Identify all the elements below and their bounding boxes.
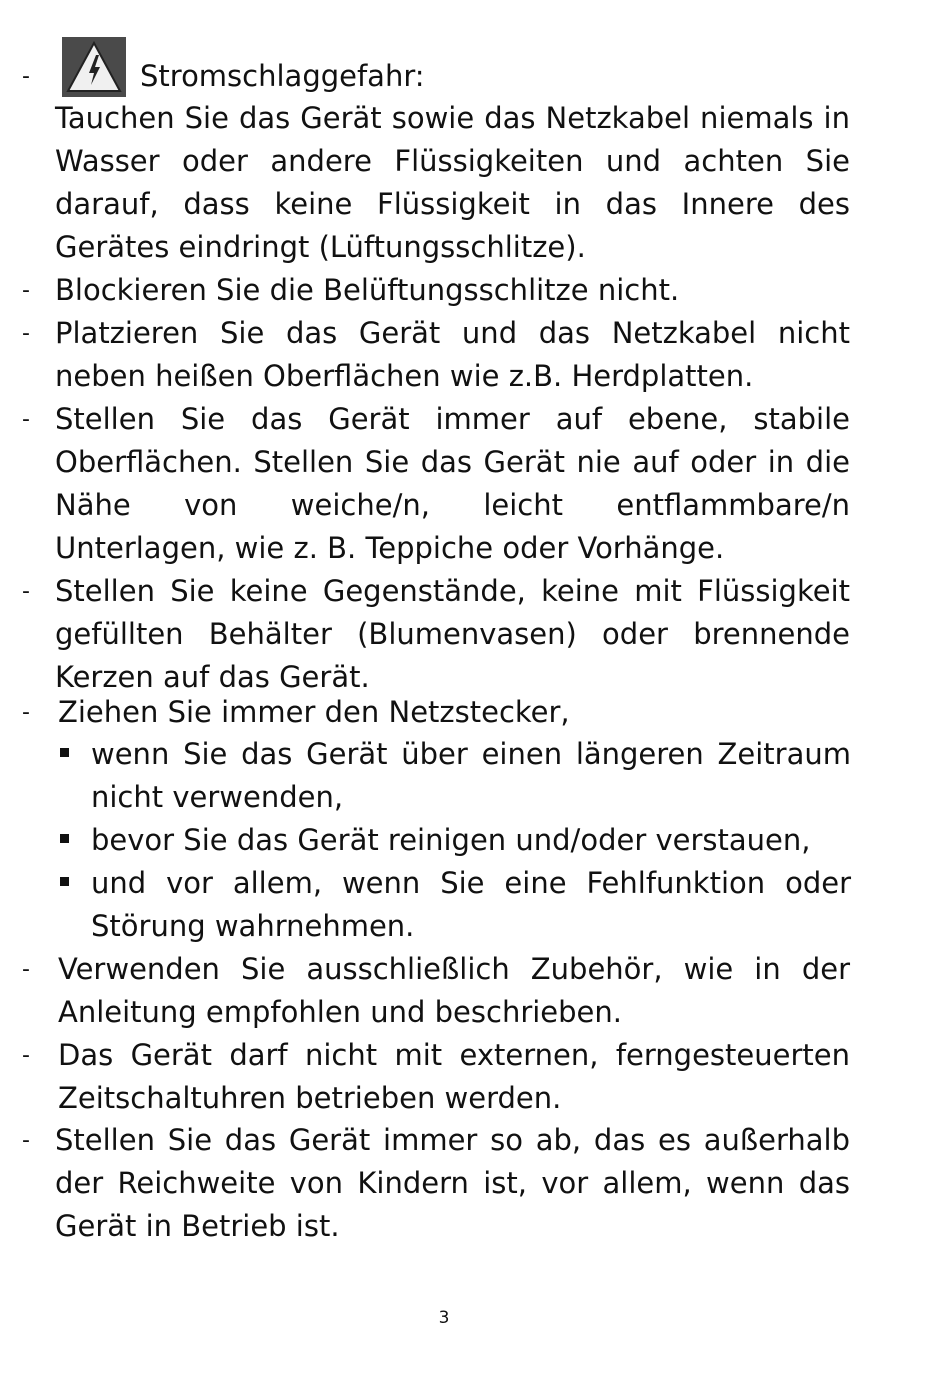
electric-shock-warning-icon <box>62 37 126 97</box>
sub-list-item: bevor Sie das Gerät reinigen und/oder verstauen, <box>91 823 811 857</box>
list-item: Stellen Sie das Gerät immer auf ebene, stabile Oberflächen. Stellen Sie das Gerät nie auf oder in die Nähe von weiche/n, leicht entflammbare/n Unterlagen, wie z. B. Teppiche oder Vorhänge. <box>55 402 850 565</box>
list-item: Verwenden Sie ausschließlich Zubehör, wie in der Anleitung empfohlen und beschrieben. <box>58 952 850 1029</box>
list-item: Stellen Sie das Gerät immer so ab, das es außerhalb der Reichweite von Kindern ist, vor allem, wenn das Gerät in Betrieb ist. <box>55 1123 850 1243</box>
list-dash: - <box>22 278 30 303</box>
page-number: 3 <box>438 1308 450 1328</box>
list-item: Stellen Sie keine Gegenstände, keine mit Flüssigkeit gefüllten Behälter (Blumenvasen) oder brennende Kerzen auf das Gerät. <box>55 574 850 694</box>
list-item: Blockieren Sie die Belüftungsschlitze nicht. <box>55 273 680 307</box>
sub-list-item: und vor allem, wenn Sie eine Fehlfunktion oder Störung wahrnehmen. <box>91 866 851 943</box>
list-dash: - <box>22 957 30 982</box>
square-bullet-icon <box>60 748 69 757</box>
square-bullet-icon <box>60 834 69 843</box>
list-item: Platzieren Sie das Gerät und das Netzkabel nicht neben heißen Oberflächen wie z.B. Herdplatten. <box>55 316 850 393</box>
list-dash: - <box>22 1043 30 1068</box>
list-dash: - <box>22 1128 30 1153</box>
list-item: Das Gerät darf nicht mit externen, ferngesteuerten Zeitschaltuhren betrieben werden. <box>58 1038 850 1115</box>
list-dash: - <box>22 64 30 89</box>
list-dash: - <box>22 407 30 432</box>
list-dash: - <box>22 321 30 346</box>
warning-heading: Stromschlaggefahr: <box>140 59 425 93</box>
warning-text: Tauchen Sie das Gerät sowie das Netzkabel niemals in Wasser oder andere Flüssigkeiten und achten Sie darauf, dass keine Flüssigkeit in das Innere des Gerätes eindringt (Lüftungsschlitze). <box>55 101 850 264</box>
plug-intro: Ziehen Sie immer den Netzstecker, <box>58 695 570 729</box>
sub-list-item: wenn Sie das Gerät über einen längeren Zeitraum nicht verwenden, <box>91 737 851 814</box>
list-dash: - <box>22 700 30 725</box>
list-dash: - <box>22 579 30 604</box>
square-bullet-icon <box>60 877 69 886</box>
